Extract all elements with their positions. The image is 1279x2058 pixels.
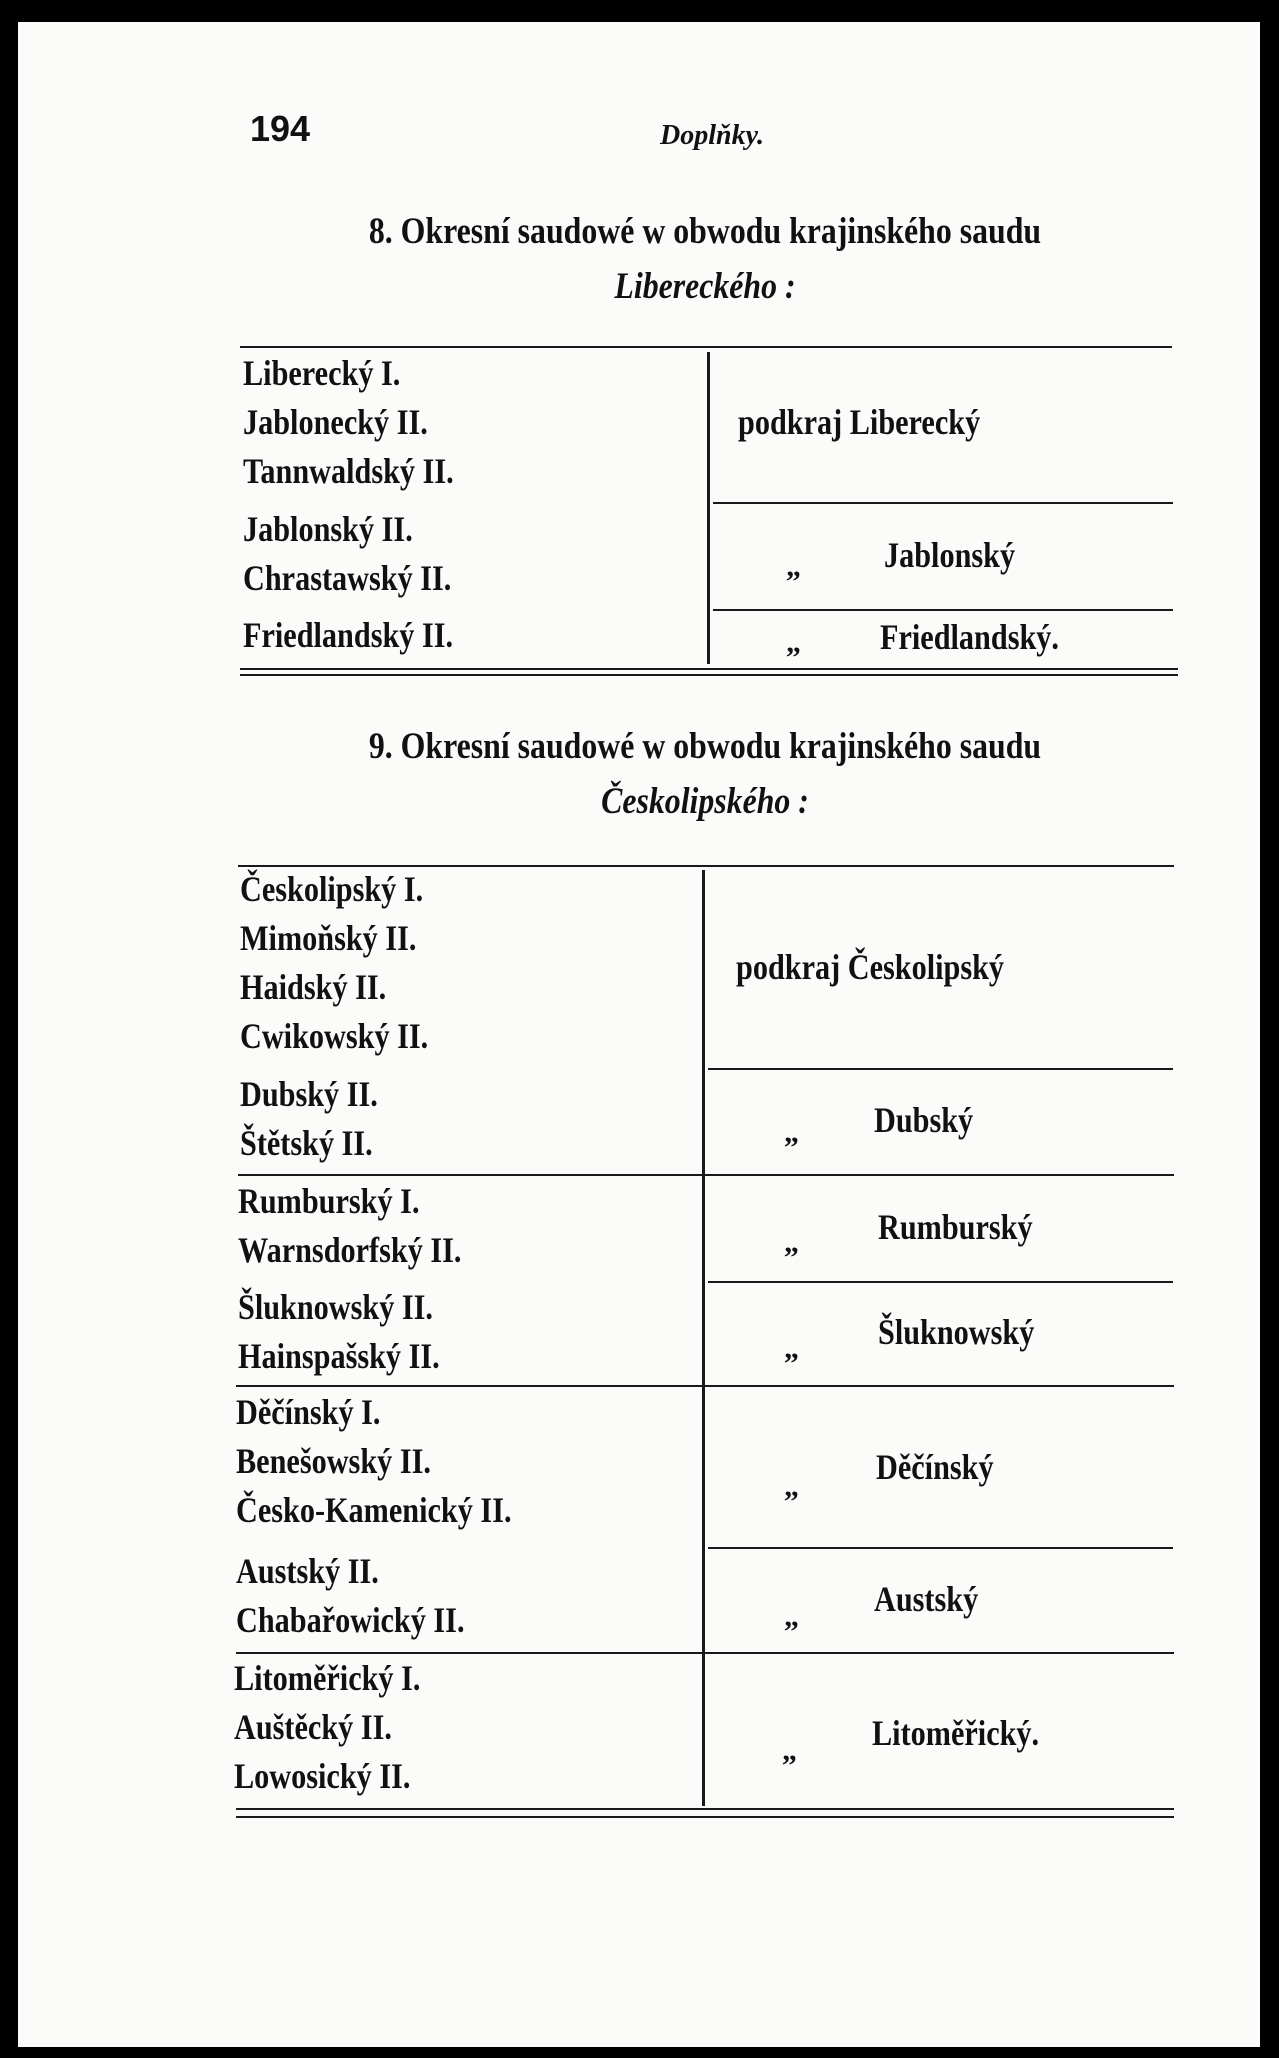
court-name: Benešowský II. <box>236 1441 431 1481</box>
table-9-column-divider <box>702 870 705 1806</box>
district-name: Friedlandský. <box>880 617 1059 657</box>
district-name: Jablonský <box>884 535 1016 575</box>
district-name: Litoměřický. <box>872 1713 1040 1753</box>
court-name: Austský II. <box>236 1551 379 1591</box>
court-name: Hainspašský II. <box>238 1336 440 1376</box>
table-8-column-divider <box>707 352 710 664</box>
court-name: Litoměřický I. <box>234 1658 421 1698</box>
page-number: 194 <box>250 108 311 149</box>
table-9-bottom-rule-double <box>236 1816 1174 1818</box>
section-8-subtitle: Libereckého : <box>614 266 796 307</box>
court-name: Chabařowický II. <box>236 1600 465 1640</box>
ditto-mark: „ <box>784 1600 799 1633</box>
court-name: Cwikowský II. <box>240 1016 429 1056</box>
ditto-mark: „ <box>784 1226 799 1259</box>
court-name: Friedlandský II. <box>243 615 454 655</box>
district-name: podkraj Českolipský <box>736 947 1005 987</box>
group-divider <box>238 1174 1174 1176</box>
table-8-bottom-rule <box>240 668 1178 670</box>
court-name: Auštěcký II. <box>234 1707 392 1747</box>
section-8-title: 8. Okresní saudowé w obwodu krajinského saudu <box>368 211 1042 252</box>
court-name: Česko-Kamenický II. <box>236 1490 512 1530</box>
running-head: Doplňky. <box>660 120 764 151</box>
book-page <box>18 22 1260 2047</box>
court-name: Českolipský I. <box>240 869 424 909</box>
table-8-bottom-rule-double <box>240 674 1178 676</box>
court-name: Dubský II. <box>240 1074 378 1114</box>
section-9-subtitle: Českolipského : <box>601 781 809 822</box>
ditto-mark: „ <box>786 550 801 583</box>
group-divider <box>708 1068 1173 1070</box>
court-name: Jablonecký II. <box>243 402 428 442</box>
ditto-mark: „ <box>782 1734 797 1767</box>
court-name: Rumburský I. <box>238 1181 420 1221</box>
district-name: Dubský <box>874 1100 974 1140</box>
district-name: podkraj Liberecký <box>738 402 981 442</box>
court-name: Chrastawský II. <box>243 558 452 598</box>
ditto-mark: „ <box>784 1470 799 1503</box>
court-name: Liberecký I. <box>243 353 401 393</box>
table-9-bottom-rule <box>236 1808 1174 1810</box>
district-name: Austský <box>874 1579 979 1619</box>
group-divider <box>708 1547 1173 1549</box>
court-name: Tannwaldský II. <box>243 451 454 491</box>
table-8-top-rule <box>240 346 1172 348</box>
court-name: Mimoňský II. <box>240 918 417 958</box>
ditto-mark: „ <box>786 626 801 659</box>
court-name: Haidský II. <box>240 967 387 1007</box>
group-divider <box>236 1652 1174 1654</box>
district-name: Rumburský <box>878 1207 1033 1247</box>
group-divider <box>236 1385 1174 1387</box>
group-divider <box>708 1281 1173 1283</box>
group-divider <box>713 609 1173 611</box>
court-name: Jablonský II. <box>243 509 413 549</box>
district-name: Šluknowský <box>878 1312 1035 1352</box>
court-name: Šluknowský II. <box>238 1287 433 1327</box>
court-name: Lowosický II. <box>234 1756 411 1796</box>
table-9-top-rule <box>238 865 1174 867</box>
group-divider <box>713 502 1173 504</box>
section-9-title: 9. Okresní saudowé w obwodu krajinského saudu <box>368 726 1042 767</box>
court-name: Děčínský I. <box>236 1392 381 1432</box>
district-name: Děčínský <box>876 1447 994 1487</box>
ditto-mark: „ <box>784 1332 799 1365</box>
court-name: Štětský II. <box>240 1123 373 1163</box>
ditto-mark: „ <box>784 1116 799 1149</box>
court-name: Warnsdorfský II. <box>238 1230 462 1270</box>
